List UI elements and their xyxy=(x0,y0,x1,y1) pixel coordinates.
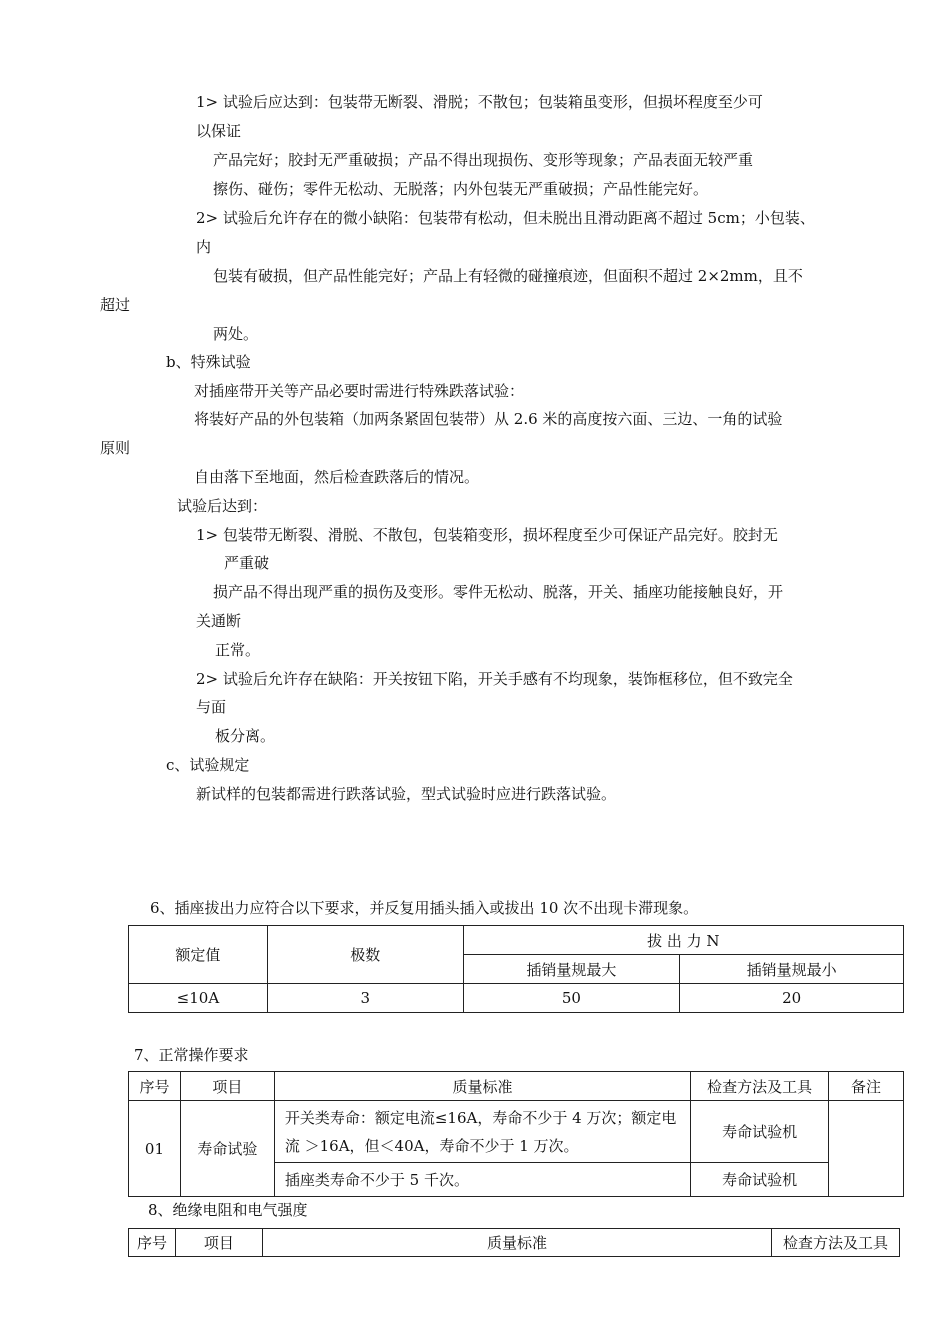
text-line: 包装有破损，但产品性能完好；产品上有轻微的碰撞痕迹，但面积不超过 2×2mm，且不 xyxy=(213,267,803,285)
text-line: 两处。 xyxy=(213,325,259,343)
text-line: 超过 xyxy=(100,296,131,314)
header-item: 项目 xyxy=(175,1229,262,1257)
cell-poles: 3 xyxy=(267,984,463,1013)
header-gauge-min: 插销量规最小 xyxy=(680,955,904,984)
cell-rated-value: ≤10A xyxy=(129,984,268,1013)
cell-note xyxy=(829,1101,904,1197)
text-line: 擦伤、碰伤；零件无松动、无脱落；内外包装无严重破损；产品性能完好。 xyxy=(213,180,709,198)
cell-gauge-min: 20 xyxy=(680,984,904,1013)
header-method: 检查方法及工具 xyxy=(691,1072,829,1101)
text-line: 对插座带开关等产品必要时需进行特殊跌落试验： xyxy=(194,382,525,400)
header-pull-force: 拔 出 力 N xyxy=(463,926,903,955)
text-line: 1> 包装带无断裂、滑脱、不散包，包装箱变形，损坏程度至少可保证产品完好。胶封无 xyxy=(196,526,778,544)
cell-standard-socket: 插座类寿命不少于 5 千次。 xyxy=(274,1163,690,1197)
insulation-table xyxy=(128,1228,900,1257)
header-method: 检查方法及工具 xyxy=(772,1229,900,1257)
cell-gauge-max: 50 xyxy=(463,984,680,1013)
header-no: 序号 xyxy=(129,1072,181,1101)
text-line: 产品完好；胶封无严重破损；产品不得出现损伤、变形等现象；产品表面无较严重 xyxy=(213,151,754,169)
text-line: 试验后达到： xyxy=(177,497,268,515)
cell-no: 01 xyxy=(129,1101,181,1197)
section-heading: c、试验规定 xyxy=(166,756,250,774)
text-line: 以保证 xyxy=(196,122,242,140)
text-line: 内 xyxy=(196,238,212,256)
text-line: 板分离。 xyxy=(215,727,276,745)
text-line: 1> 试验后应达到：包装带无断裂、滑脱；不散包；包装箱虽变形，但损坏程度至少可 xyxy=(196,93,763,111)
header-standard: 质量标准 xyxy=(262,1229,771,1257)
header-poles: 极数 xyxy=(267,926,463,984)
header-note: 备注 xyxy=(829,1072,904,1101)
cell-method-switch: 寿命试验机 xyxy=(691,1101,829,1163)
text-line: 新试样的包装都需进行跌落试验，型式试验时应进行跌落试验。 xyxy=(196,785,617,803)
header-standard: 质量标准 xyxy=(274,1072,690,1101)
text-line: 与面 xyxy=(196,698,227,716)
pull-force-table xyxy=(128,925,904,1013)
header-rated-value: 额定值 xyxy=(129,926,268,984)
text-line: 将装好产品的外包装箱（加两条紧固包装带）从 2.6 米的高度按六面、三边、一角的试验 xyxy=(194,410,783,428)
text-line: 2> 试验后允许存在缺陷：开关按钮下陷，开关手感有不均现象，装饰框移位，但不致完全 xyxy=(196,670,793,688)
text-line: 2> 试验后允许存在的微小缺陷：包装带有松动，但未脱出且滑动距离不超过 5cm；小包装、 xyxy=(196,209,815,227)
section-heading: 6、插座拔出力应符合以下要求，并反复用插头插入或拔出 10 次不出现卡滞现象。 xyxy=(150,899,699,917)
operation-table xyxy=(128,1071,904,1197)
text-line: 损产品不得出现严重的损伤及变形。零件无松动、脱落，开关、插座功能接触良好，开 xyxy=(213,583,784,601)
text-line: 自由落下至地面，然后检查跌落后的情况。 xyxy=(194,468,480,486)
section-heading: b、特殊试验 xyxy=(166,353,251,371)
header-item: 项目 xyxy=(180,1072,274,1101)
text-line: 关通断 xyxy=(196,612,242,630)
text-line: 原则 xyxy=(100,439,131,457)
cell-method-socket: 寿命试验机 xyxy=(691,1163,829,1197)
header-gauge-max: 插销量规最大 xyxy=(463,955,680,984)
section-heading: 8、绝缘电阻和电气强度 xyxy=(148,1201,308,1219)
header-no: 序号 xyxy=(129,1229,176,1257)
section-heading: 7、正常操作要求 xyxy=(134,1046,249,1064)
text-line: 正常。 xyxy=(215,641,261,659)
cell-item: 寿命试验 xyxy=(180,1101,274,1197)
text-line: 严重破 xyxy=(224,554,270,572)
cell-standard-switch: 开关类寿命：额定电流≤16A，寿命不少于 4 万次；额定电流 ＞16A，但＜40A，寿命不少于 1 万次。 xyxy=(274,1101,690,1163)
